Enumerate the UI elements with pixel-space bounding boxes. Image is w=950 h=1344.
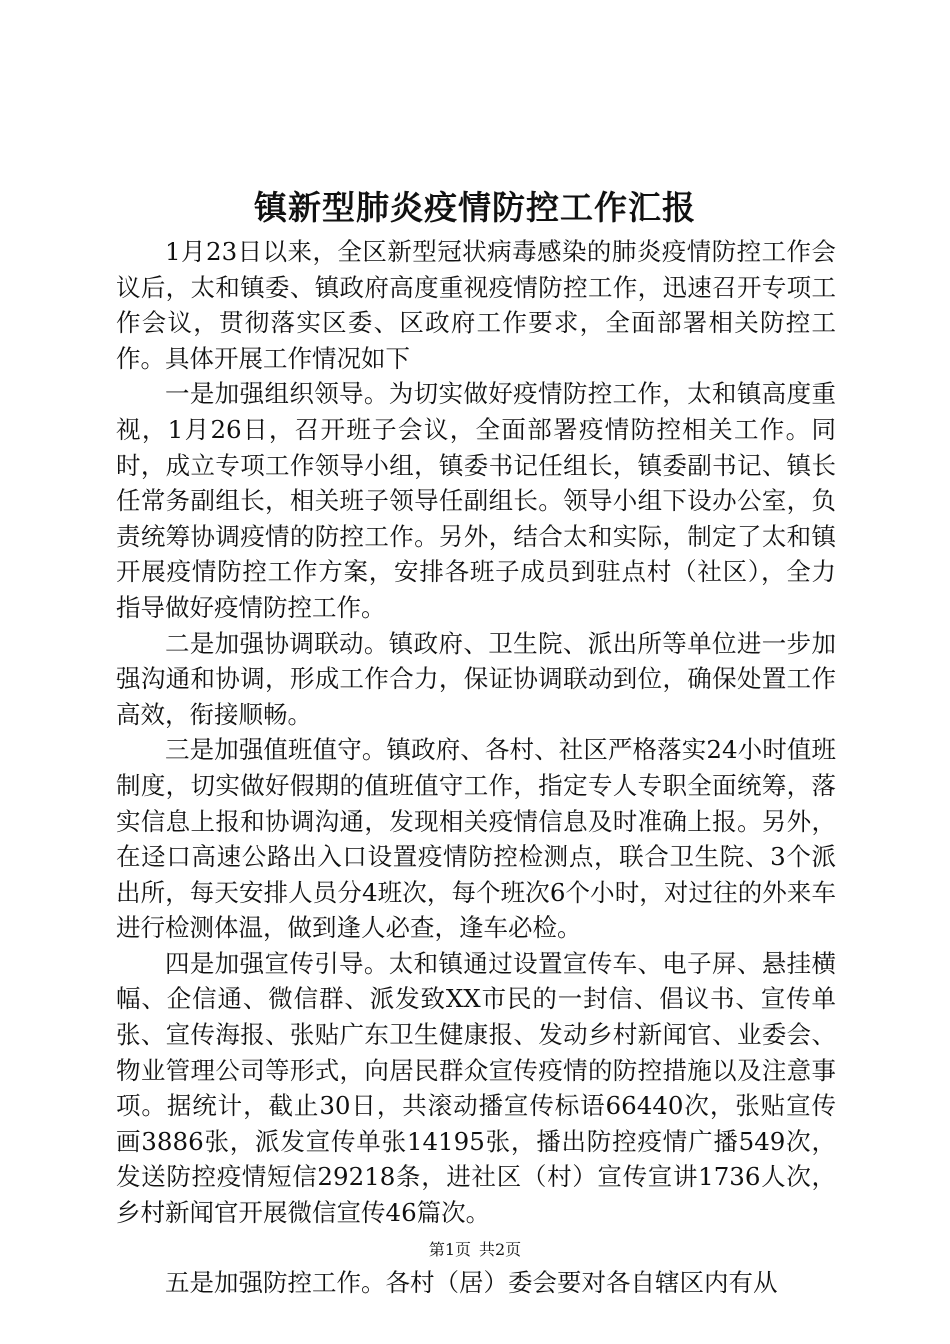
document-title: 镇新型肺炎疫情防控工作汇报 (254, 188, 696, 227)
paragraph-intro: 1月23日以来，全区新型冠状病毒感染的肺炎疫情防控工作会议后，太和镇委、镇政府高度重视疫情防控工作，迅速召开专项工作会议，贯彻落实区委、区政府工作要求，全面部署相关防控工作。具体开展工作情况如下 (116, 237, 836, 373)
document-body (116, 234, 836, 1300)
page-footer (0, 1239, 950, 1261)
page-total: 共2页 (479, 1240, 522, 1259)
paragraph-organization: 一是加强组织领导。为切实做好疫情防控工作，太和镇高度重视，1月26日，召开班子会议，全面部署疫情防控相关工作。同时，成立专项工作领导小组，镇委书记任组长，镇委副书记、镇长任常务副组长，相关班子领导任副组长。领导小组下设办公室，负责统筹协调疫情的防控工作。另外，结合太和实际，制定了太和镇开展疫情防控工作方案，安排各班子成员到驻点村（社区），全力指导做好疫情防控工作。 (116, 379, 836, 622)
paragraph-publicity: 四是加强宣传引导。太和镇通过设置宣传车、电子屏、悬挂横幅、企信通、微信群、派发致XX市民的一封信、倡议书、宣传单张、宣传海报、张贴广东卫生健康报、发动乡村新闻官、业委会、物业管理公司等形式，向居民群众宣传疫情的防控措施以及注意事项。据统计，截止30日，共滚动播宣传标语66440次，张贴宣传画3886张，派发宣传单张14195张，播出防控疫情广播549次，发送防控疫情短信29218条，进社区（村）宣传宣讲1736人次，乡村新闻官开展微信宣传46篇次。 (116, 948, 836, 1228)
page-number: 第1页 (428, 1240, 471, 1259)
paragraph-duty: 三是加强值班值守。镇政府、各村、社区严格落实24小时值班制度，切实做好假期的值班值守工作，指定专人专职全面统筹，落实信息上报和协调沟通，发现相关疫情信息及时准确上报。另外，在迳口高速公路出入口设置疫情防控检测点，联合卫生院、3个派出所，每天安排人员分4班次，每个班次6个小时，对过往的外来车进行检测体温，做到逢人必查，逢车必检。 (116, 735, 836, 943)
paragraph-coordination: 二是加强协调联动。镇政府、卫生院、派出所等单位进一步加强沟通和协调，形成工作合力，保证协调联动到位，确保处置工作高效，衔接顺畅。 (116, 628, 836, 729)
paragraph-prevention: 五是加强防控工作。各村（居）委会要对各自辖区内有从 (165, 1267, 778, 1297)
